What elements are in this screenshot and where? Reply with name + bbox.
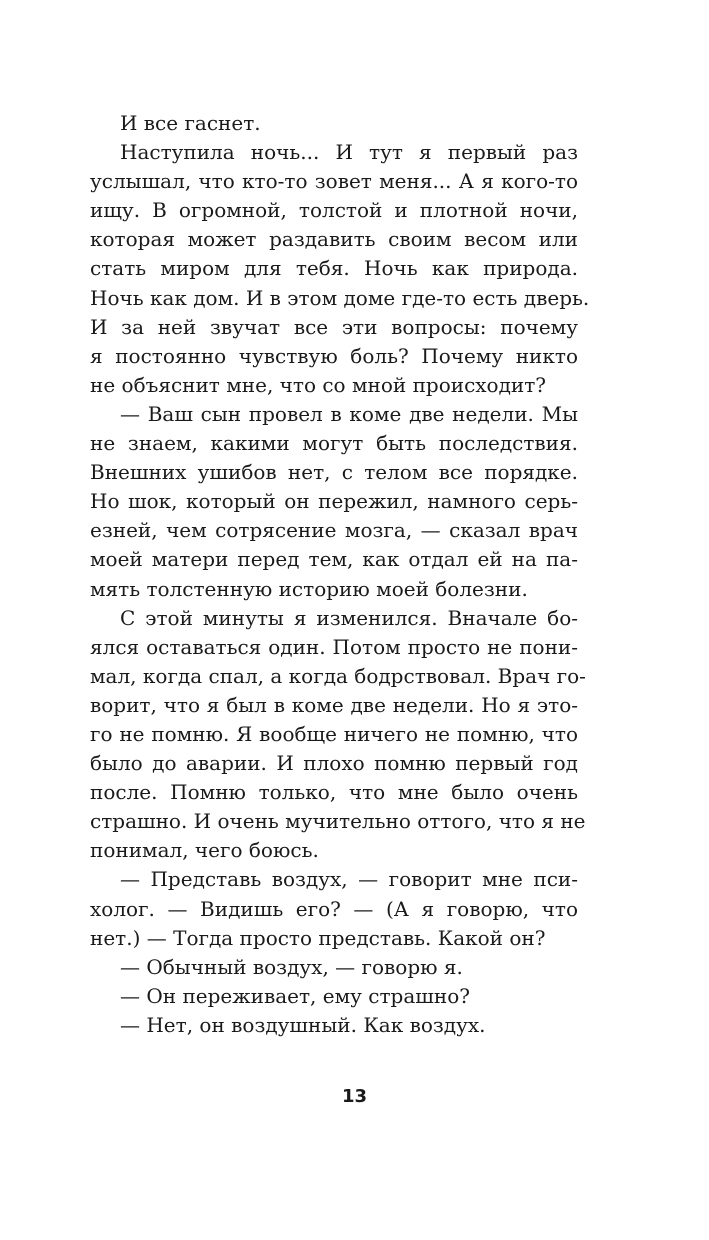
text-line: езней, чем сотрясение мозга, — сказал врач <box>90 518 578 543</box>
text-line: И за ней звучат все эти вопросы: почему <box>90 314 578 339</box>
text-line: Ночь как дом. И в этом доме где-то есть дверь. <box>90 285 590 310</box>
text-line: не объяснит мне, что со мной происходит? <box>90 372 547 397</box>
text-line: И все гаснет. <box>120 111 261 135</box>
text-line: не знаем, какими могут быть последствия. <box>90 431 578 456</box>
text-line: холог. — Видишь его? — (А я говорю, что <box>90 896 578 921</box>
text-line: ялся оставаться один. Потом просто не пони- <box>90 634 578 659</box>
text-line: — Обычный воздух, — говорю я. <box>120 954 463 979</box>
text-line: услышал, что кто-то зовет меня... А я кого-то <box>90 169 578 194</box>
text-line: Наступила ночь... И тут я первый раз <box>120 140 578 165</box>
body-text <box>90 109 590 1040</box>
text-line: я постоянно чувствую боль? Почему никто <box>90 343 578 368</box>
text-line: мал, когда спал, а когда бодрствовал. Врач го- <box>90 663 586 688</box>
text-line: было до аварии. И плохо помню первый год <box>90 751 578 776</box>
text-line: ворит, что я был в коме две недели. Но я это- <box>90 692 578 717</box>
text-line: — Он переживает, ему страшно? <box>120 983 470 1008</box>
text-line: Но шок, который он пережил, намного серь- <box>90 489 578 514</box>
text-line: Внешних ушибов нет, с телом все порядке. <box>90 460 578 485</box>
text-line: ищу. В огромной, толстой и плотной ночи, <box>90 198 578 223</box>
text-line: мять толстенную историю моей болезни. <box>90 576 528 601</box>
text-line: С этой минуты я изменился. Вначале бо- <box>120 605 578 630</box>
text-line: которая может раздавить своим весом или <box>90 227 578 252</box>
page-number: 13 <box>341 1086 368 1107</box>
text-line: го не помню. Я вообще ничего не помню, что <box>90 721 578 746</box>
text-line: страшно. И очень мучительно оттого, что я не <box>90 809 586 834</box>
text-line: нет.) — Тогда просто представь. Какой он? <box>90 925 546 950</box>
text-line: после. Помню только, что мне было очень <box>90 780 578 805</box>
text-line: понимал, чего боюсь. <box>90 838 319 863</box>
text-line: моей матери перед тем, как отдал ей на па- <box>90 547 578 572</box>
text-line: стать миром для тебя. Ночь как природа. <box>90 256 578 281</box>
text-line: — Ваш сын провел в коме две недели. Мы <box>120 401 578 426</box>
text-line: — Нет, он воздушный. Как воздух. <box>120 1012 486 1037</box>
text-line: — Представь воздух, — говорит мне пси- <box>120 867 578 892</box>
